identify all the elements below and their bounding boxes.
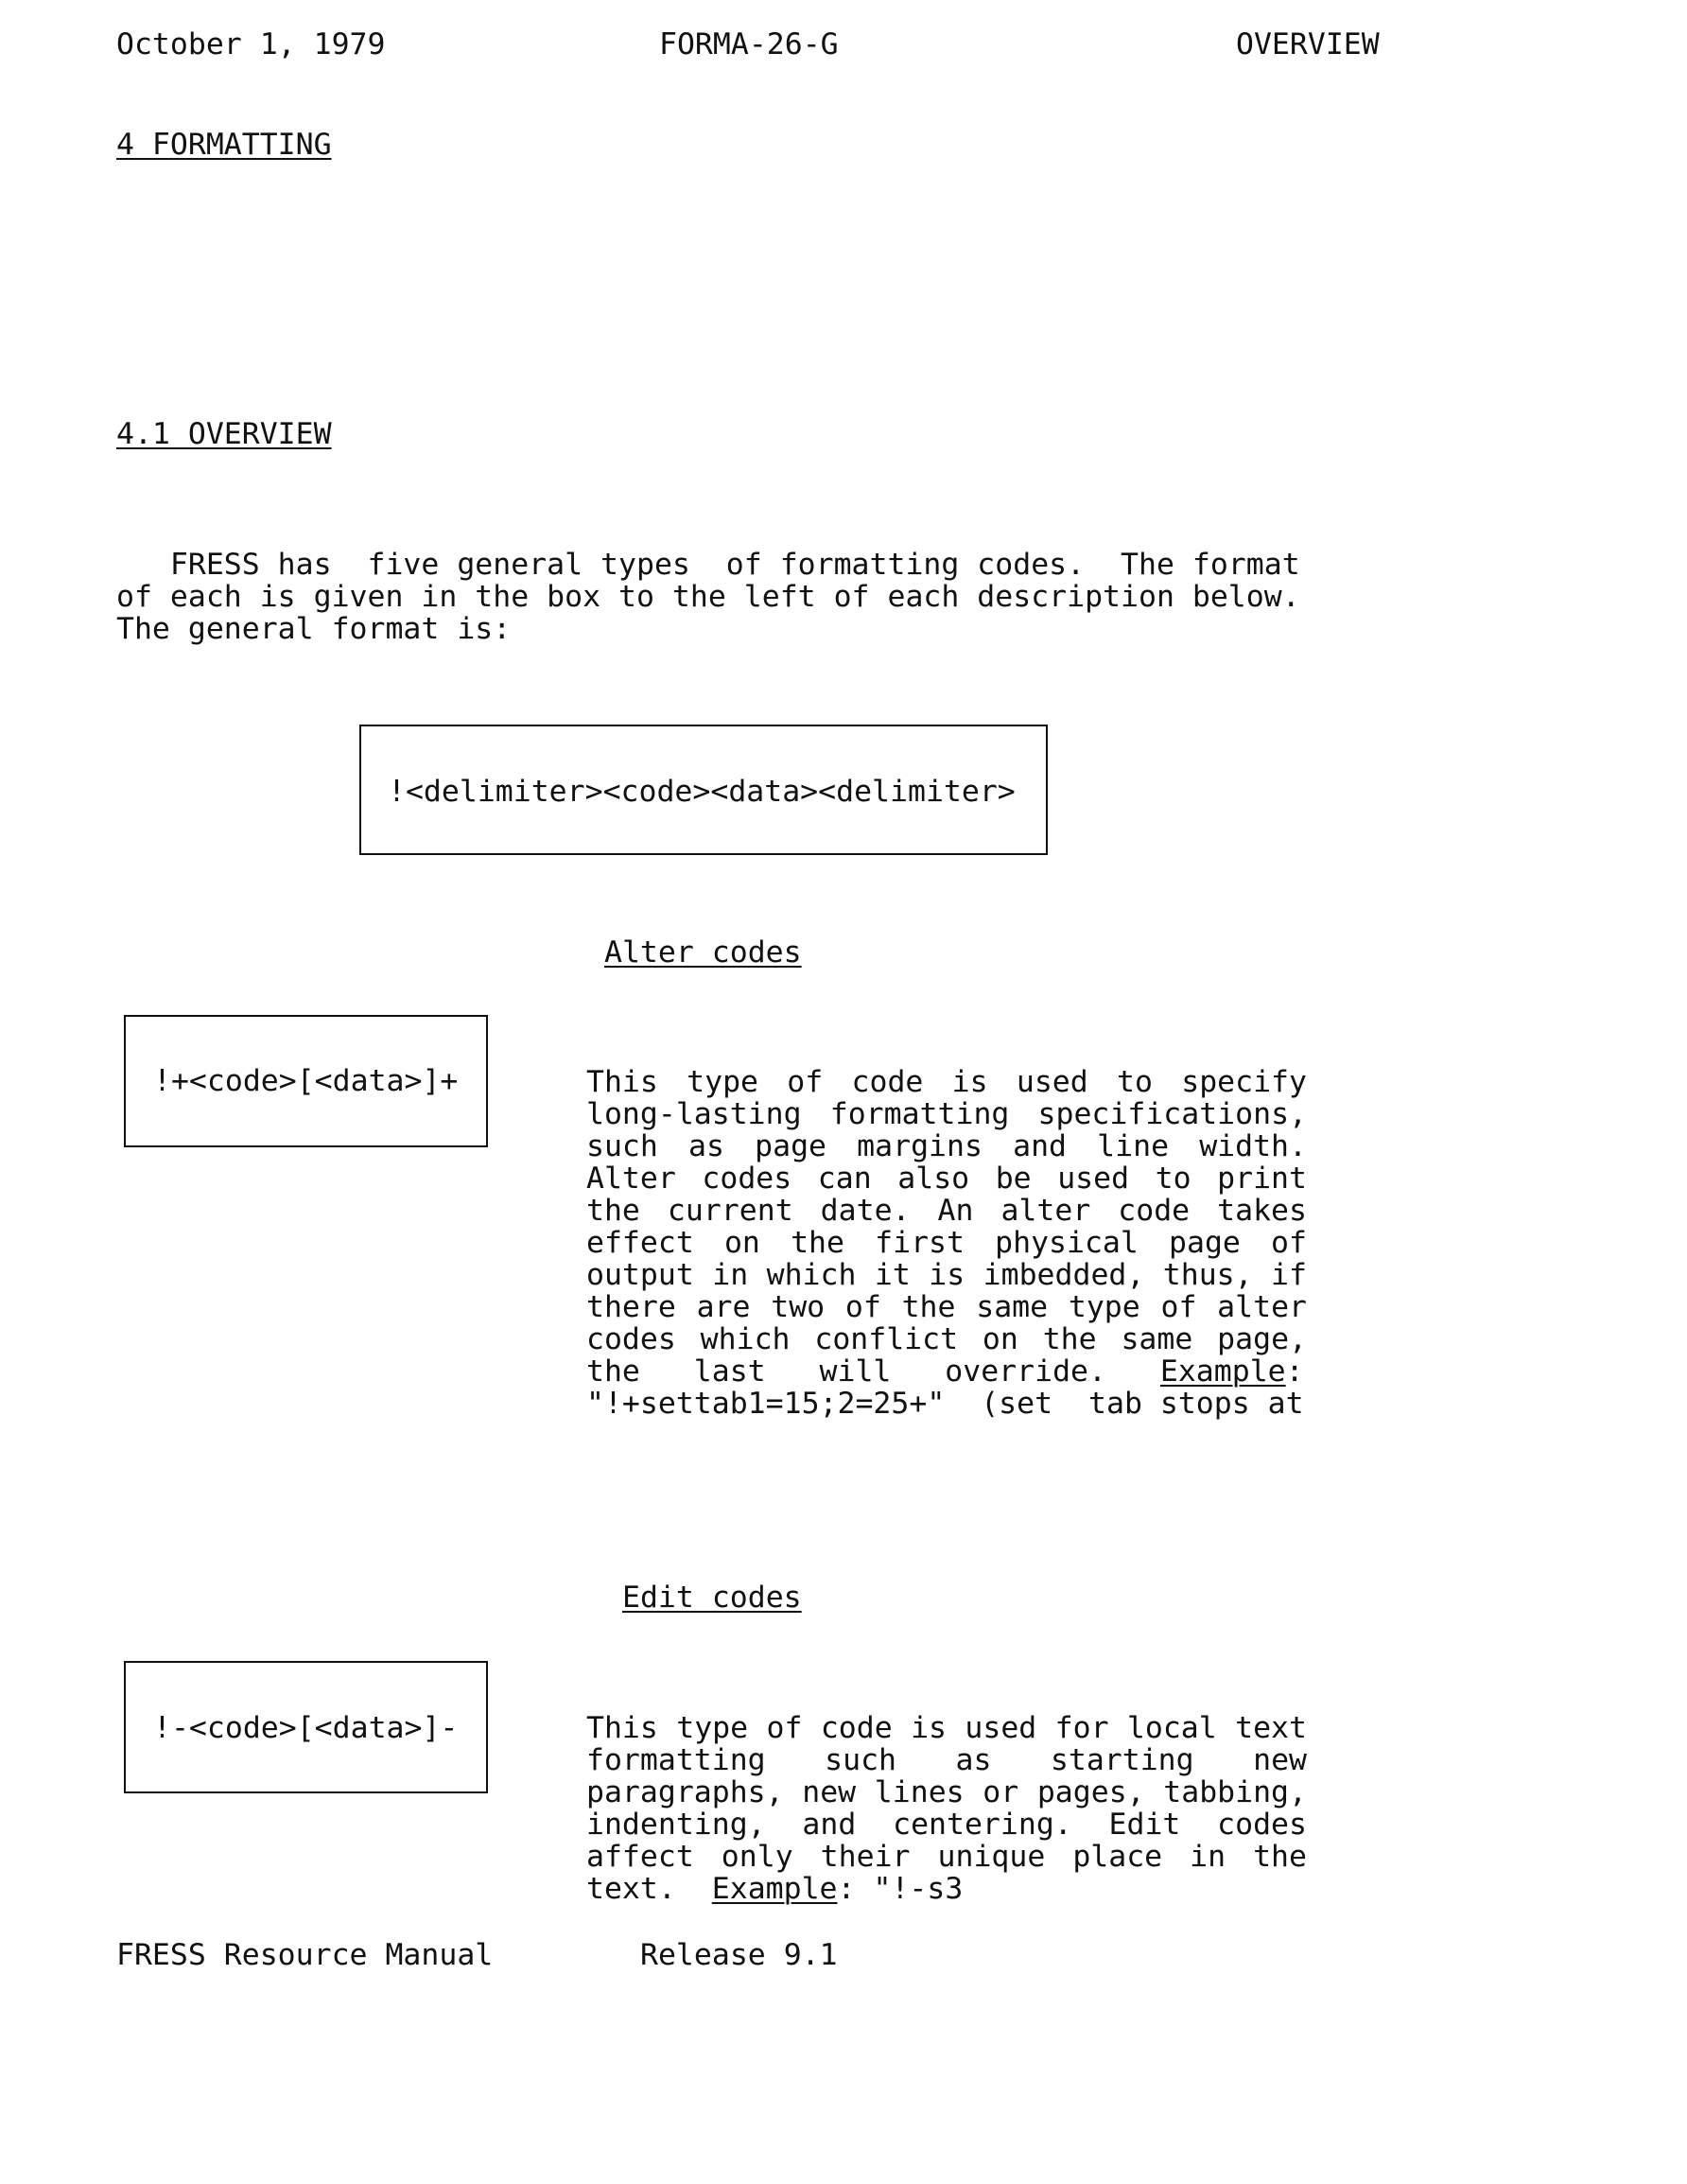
alter-line: there are two of the same type of alter xyxy=(586,1290,1307,1324)
edit-codes-heading: Edit codes xyxy=(622,1581,802,1615)
footer-release: Release 9.1 xyxy=(640,1938,838,1972)
alter-code-syntax: !+<code>[<data>]+ xyxy=(153,1064,459,1098)
header-date: October 1, 1979 xyxy=(116,27,386,61)
header-section: OVERVIEW xyxy=(1236,27,1380,61)
edit-line-6-text: text. xyxy=(586,1872,712,1906)
section-heading: 4.1 OVERVIEW xyxy=(116,417,332,451)
edit-code-syntax: !-<code>[<data>]- xyxy=(153,1711,459,1745)
edit-line: This type of code is used for local text xyxy=(586,1711,1307,1745)
edit-example-label: Example xyxy=(711,1872,838,1906)
footer-manual-title: FRESS Resource Manual xyxy=(116,1938,494,1972)
alter-example-label: Example xyxy=(1159,1354,1286,1389)
alter-example-line xyxy=(586,1355,1304,1388)
intro-line-3: The general format is: xyxy=(116,612,512,646)
general-format-text: !<delimiter><code><data><delimiter> xyxy=(388,775,1016,809)
chapter-heading: 4 FORMATTING xyxy=(116,128,332,162)
edit-example-code: : "!-s3 xyxy=(837,1872,964,1906)
edit-line: formatting such as starting new xyxy=(586,1743,1307,1777)
edit-example-line xyxy=(586,1873,963,1905)
alter-line-10-text: the last will override. xyxy=(586,1354,1160,1389)
edit-description xyxy=(586,1712,1307,1873)
intro-line-2: of each is given in the box to the left of each description below. xyxy=(116,580,1300,614)
alter-example-colon: : xyxy=(1285,1354,1304,1389)
alter-example-code: "!+settab1=15;2=25+" (set tab stops at xyxy=(586,1387,1304,1421)
header-doc-id: FORMA-26-G xyxy=(659,27,839,61)
alter-line: such as page margins and line width. xyxy=(586,1129,1307,1163)
edit-line: paragraphs, new lines or pages, tabbing, xyxy=(586,1775,1307,1809)
alter-codes-heading: Alter codes xyxy=(604,935,802,970)
intro-line-1: FRESS has five general types of formatting codes. The format xyxy=(116,548,1300,582)
edit-line: affect only their unique place in the xyxy=(586,1840,1307,1874)
alter-line: effect on the first physical page of xyxy=(586,1226,1307,1260)
alter-line: long-lasting formatting specifications, xyxy=(586,1097,1307,1131)
edit-line: indenting, and centering. Edit codes xyxy=(586,1808,1307,1842)
alter-line: the current date. An alter code takes xyxy=(586,1194,1307,1228)
alter-line: This type of code is used to specify xyxy=(586,1065,1307,1099)
alter-description xyxy=(586,1066,1307,1355)
alter-line: Alter codes can also be used to print xyxy=(586,1162,1307,1196)
alter-line: codes which conflict on the same page, xyxy=(586,1322,1307,1356)
alter-line: output in which it is imbedded, thus, if xyxy=(586,1258,1307,1292)
